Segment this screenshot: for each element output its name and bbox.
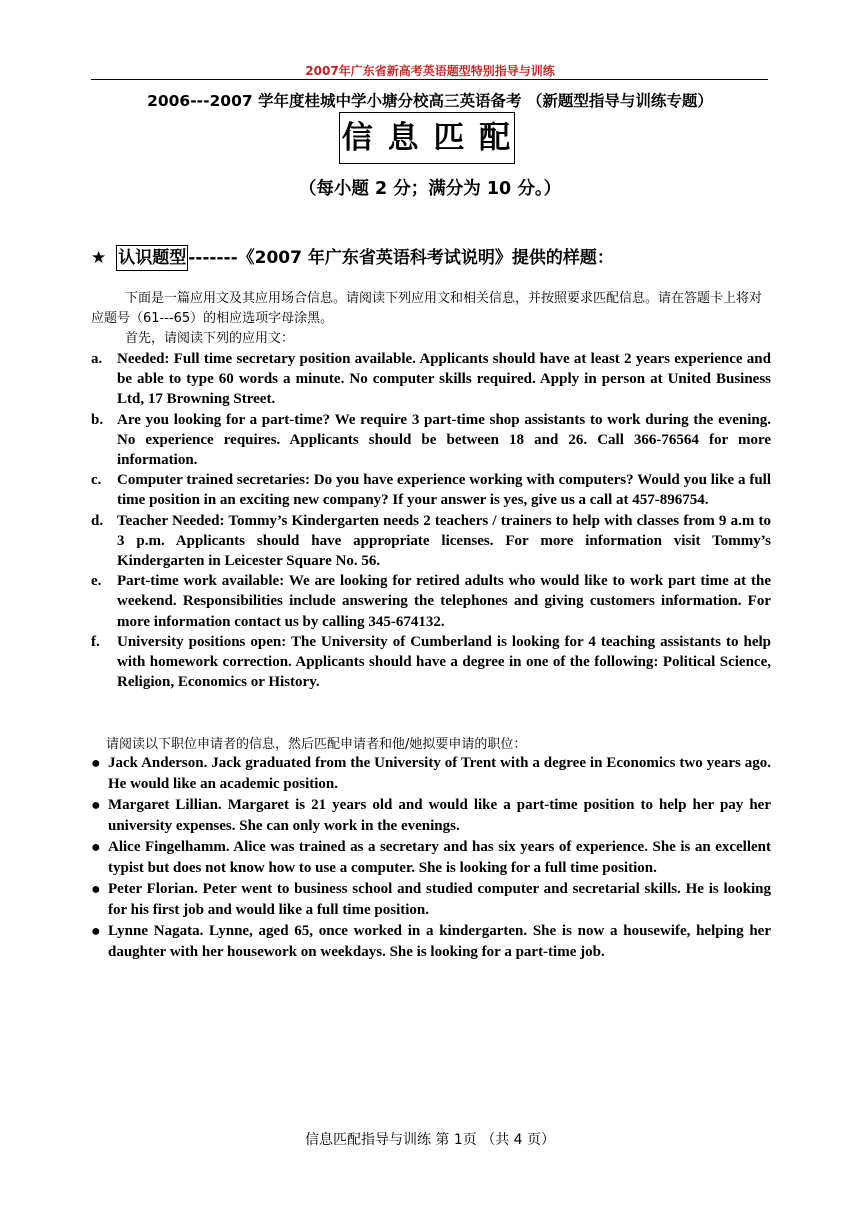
applicant-text: Peter Florian. Peter went to business school and studied computer and secretarial skills. He is looking for his first job and would like a full time position. (108, 881, 771, 918)
advertisement-list (91, 349, 771, 692)
advertisement-text: Needed: Full time secretary position available. Applicants should have at least 2 years experience and be able to type 60 words a minute. No computer skills required. Apply in person at United Business Ltd, 17 Browning Street. (117, 351, 771, 408)
advertisement-letter: a. (91, 351, 103, 367)
page-footer: 信息匹配指导与训练 第 1页 （共 4 页） (304, 1132, 556, 1148)
applicant-text: Alice Fingelhamm. Alice was trained as a secretary and has six years of experience. She is an excellent typist but does not know how to use a computer. She is looking for a full time position. (108, 839, 771, 876)
bullet-icon: ● (91, 839, 101, 856)
advertisement-item (91, 511, 771, 572)
advertisement-letter: f. (91, 633, 100, 650)
advertisement-letter: d. (91, 512, 104, 529)
applicant-instructions: 请阅读以下职位申请者的信息，然后匹配申请者和他/她拟要申请的职位： (106, 737, 527, 752)
document-subtitle: 2006---2007 学年度桂城中学小塘分校高三英语备考 （新题型指导与训练专题） (147, 92, 713, 110)
applicant-item (91, 795, 771, 837)
advertisement-item (91, 571, 771, 632)
bullet-icon: ● (91, 881, 101, 898)
section-heading (91, 243, 614, 268)
applicant-item (91, 921, 771, 963)
applicant-list (91, 753, 771, 963)
header-divider (91, 79, 768, 80)
advertisement-item (91, 410, 771, 471)
advertisement-item (91, 632, 771, 693)
advertisement-item (91, 349, 771, 410)
instructions-first-step: 首先，请阅读下列的应用文： (125, 331, 295, 346)
bullet-icon: ● (91, 923, 101, 940)
advertisement-text: Part-time work available: We are looking for retired adults who would like to work part time at the weekend. Responsibilities include answering the telephones and giving customers information. For more information contact us by calling 345-674132. (117, 573, 771, 630)
advertisement-item (91, 470, 771, 510)
advertisement-text: Computer trained secretaries: Do you have experience working with computers? Would you like a full time position in an exciting new company? If your answer is yes, give us a call at 457-896754. (117, 472, 771, 509)
bullet-icon: ● (91, 797, 101, 814)
running-header: 2007年广东省新高考英语题型特别指导与训练 (305, 64, 555, 78)
section-boxed-label: 认识题型 (116, 245, 188, 271)
applicant-text: Margaret Lillian. Margaret is 21 years old and would like a part-time position to help her pay her university expenses. She can only work in the evenings. (108, 797, 771, 834)
applicant-text: Lynne Nagata. Lynne, aged 65, once worked in a kindergarten. She is now a housewife, helping her daughter with her housework on weekdays. She is looking for a part-time job. (108, 923, 771, 960)
advertisement-text: Are you looking for a part-time? We require 3 part-time shop assistants to work during the evening. No experience requires. Applicants should be between 18 and 26. Call 366-76564 for more information. (117, 411, 771, 469)
bullet-icon: ● (91, 755, 101, 772)
instructions-paragraph: 下面是一篇应用文及其应用场合信息。请阅读下列应用文和相关信息，并按照要求匹配信息。请在答题卡上将对应题号（61---65）的相应选项字母涂黑。 (91, 291, 763, 326)
instructions (91, 289, 771, 349)
applicant-item (91, 879, 771, 921)
advertisement-letter: c. (91, 472, 102, 489)
section-heading-text: -------《2007 年广东省英语科考试说明》提供的样题： (188, 248, 614, 268)
document-title: 信 息 匹 配 (339, 112, 515, 164)
star-icon: ★ (91, 248, 107, 268)
score-note: （每小题 2 分；满分为 10 分。） (298, 179, 562, 199)
applicant-text: Jack Anderson. Jack graduated from the University of Trent with a degree in Economics two years ago. He would like an academic position. (108, 755, 771, 792)
advertisement-text: Teacher Needed: Tommy’s Kindergarten needs 2 teachers / trainers to help with classes from 9 a.m to 3 p.m. Applicants should have appropriate licenses. For more information visit Tommy’s Kindergarten in Leicester Square No. 56. (117, 512, 771, 570)
applicant-item (91, 837, 771, 879)
advertisement-text: University positions open: The University of Cumberland is looking for 4 teaching assistants to help with homework correction. Applicants should have a degree in one of the following: Political Science, Religion, Economics or History. (117, 633, 771, 691)
advertisement-letter: b. (91, 411, 104, 428)
applicant-item (91, 753, 771, 795)
advertisement-letter: e. (91, 573, 102, 590)
